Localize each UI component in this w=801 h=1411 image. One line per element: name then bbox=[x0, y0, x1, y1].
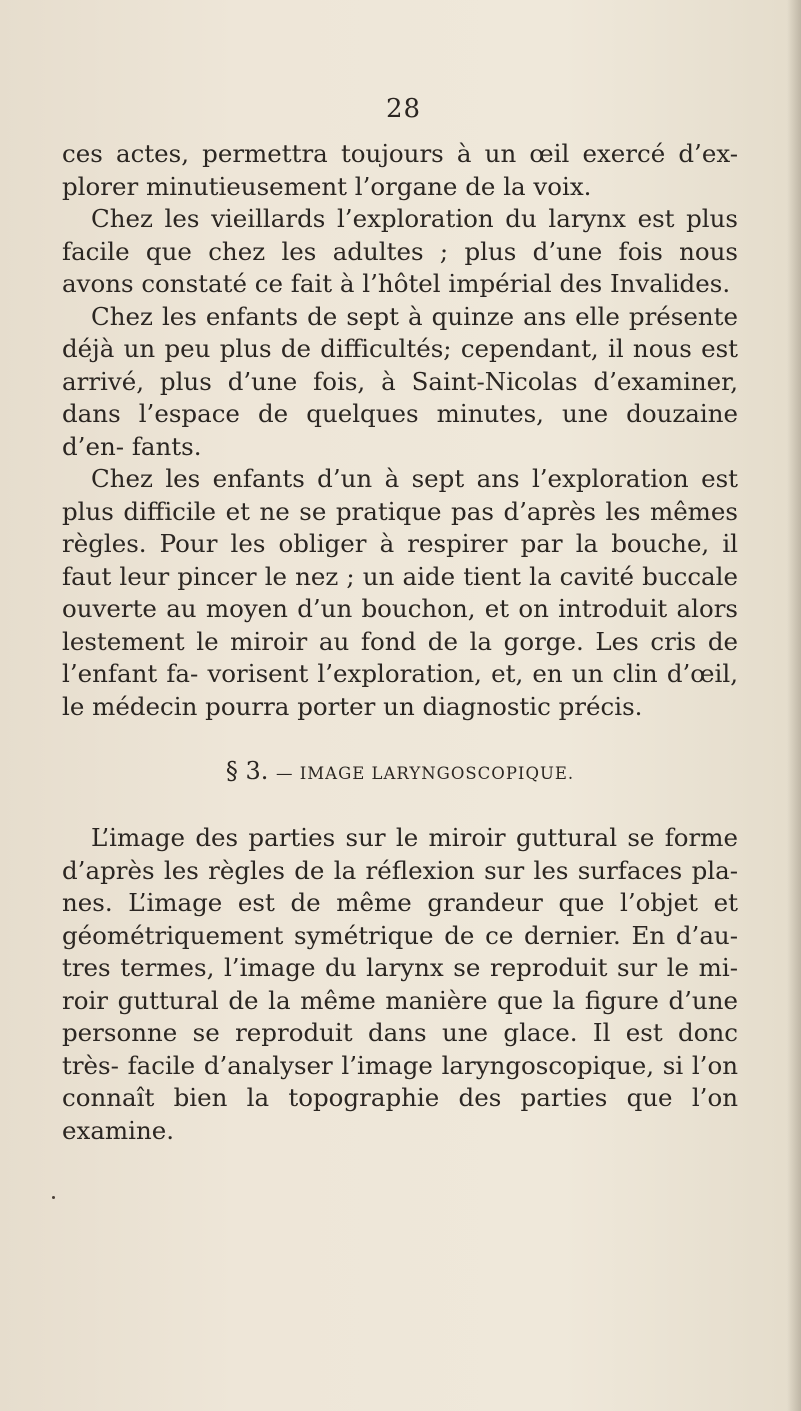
ink-speck bbox=[52, 1196, 55, 1199]
body-text bbox=[62, 138, 738, 1147]
paragraph-image-laryngoscopique: L’image des parties sur le miroir guttural se forme d’après les règles de la réflexion sur les surfaces pla- nes. L’image est de même grandeur que l’objet et géométriquement symétrique de ce dernier. En d’au- tres termes, l’image du larynx se reproduit sur le mi- roir guttural de la même manière que la figure d’une personne se reproduit dans une glace. Il est donc très- facile d’analyser l’image laryngoscopique, si l’on connaît bien la topographie des parties que l’on examine. bbox=[62, 823, 738, 1145]
section-heading bbox=[62, 755, 738, 790]
section-title: — IMAGE LARYNGOSCOPIQUE. bbox=[276, 764, 575, 783]
paragraph-enfants-un-sept: Chez les enfants d’un à sept ans l’exploration est plus difficile et ne se pratique pas d’après les mêmes règles. Pour les obliger à respirer par la bouche, il faut leur pincer le nez ; un aide tient la cavité buccale ouverte au moyen d’un bouchon, et on introduit alors lestement le miroir au fond de la gorge. Les cris de l’enfant fa- vorisent l’exploration, et, en un clin d’œil, le médecin pourra porter un diagnostic précis. bbox=[62, 464, 738, 721]
section-number: § 3. bbox=[225, 757, 269, 785]
paragraph-enfants-sept-quinze: Chez les enfants de sept à quinze ans elle présente déjà un peu plus de difficultés; cependant, il nous est arrivé, plus d’une fois, à Saint-Nicolas d’examiner, dans l’espace de quelques minutes, une douzaine d’en- fants. bbox=[62, 301, 738, 461]
paragraph-continued: ces actes, permettra toujours à un œil exercé d’ex- plorer minutieusement l’organe de la voix. bbox=[62, 139, 738, 201]
paragraph-vieillards: Chez les vieillards l’exploration du larynx est plus facile que chez les adultes ; plus d’une fois nous avons constaté ce fait à l’hôtel impérial des Invalides. bbox=[62, 204, 738, 298]
page-edge-shadow bbox=[787, 0, 801, 1411]
page-number: 28 bbox=[386, 94, 422, 124]
